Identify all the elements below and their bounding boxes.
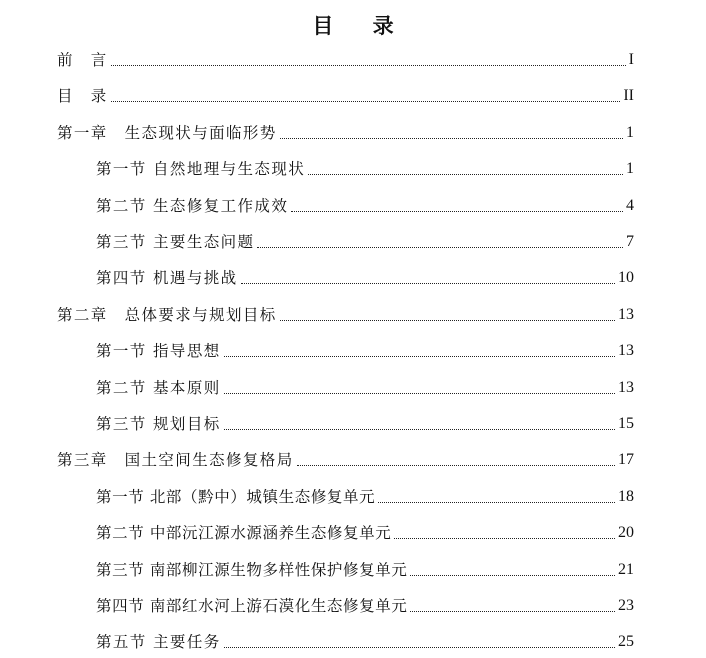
dot-leader (297, 464, 615, 466)
dot-leader (394, 537, 615, 539)
dot-leader (224, 646, 615, 648)
dot-leader (224, 428, 615, 430)
toc-entry[interactable] (0, 521, 706, 545)
toc-entry-page: 25 (618, 633, 634, 651)
dot-leader (280, 319, 615, 321)
toc-entry-page: 21 (618, 560, 634, 578)
toc-entry-page: I (628, 51, 634, 68)
dot-leader (257, 246, 623, 248)
toc-entry-page: 13 (618, 378, 634, 396)
toc-entry-label: 第二节 中部沅江源水源涵养生态修复单元 (96, 524, 392, 543)
toc-entry[interactable] (0, 230, 706, 254)
toc-entry-label: 目 录 (57, 87, 108, 106)
toc-entry-label: 第四节 南部红水河上游石漠化生态修复单元 (96, 597, 408, 615)
toc-entry-page: 20 (618, 524, 634, 542)
toc-entry[interactable] (0, 594, 706, 618)
toc-entry-page: 13 (618, 305, 634, 323)
dot-leader (410, 574, 615, 576)
toc-entry[interactable] (0, 630, 706, 654)
toc-entry[interactable] (0, 121, 706, 145)
toc-entry[interactable] (0, 84, 706, 108)
toc-entry[interactable] (0, 194, 706, 218)
toc-entry-page: 17 (618, 451, 634, 469)
toc-entry-label: 第四节 机遇与挑战 (96, 269, 238, 288)
toc-entry-page: 7 (626, 233, 634, 250)
dot-leader (378, 501, 615, 503)
toc-entry-label: 第二节 生态修复工作成效 (96, 196, 289, 215)
toc-title: 目 录 (312, 14, 410, 38)
dot-leader (280, 137, 623, 139)
toc-entry-label: 前 言 (57, 51, 108, 69)
dot-leader (241, 282, 615, 284)
toc-entry-page: 13 (618, 342, 634, 360)
dot-leader (111, 64, 626, 66)
toc-entry-label: 第一节 北部（黔中）城镇生态修复单元 (96, 487, 376, 506)
toc-entry[interactable] (0, 303, 706, 327)
dot-leader (410, 610, 615, 612)
toc-entry-label: 第一节 自然地理与生态现状 (96, 160, 306, 179)
dot-leader (224, 355, 615, 357)
toc-entry-label: 第三节 规划目标 (96, 415, 221, 433)
toc-entry-page: 23 (618, 597, 634, 614)
toc-entry[interactable] (0, 339, 706, 363)
toc-entry[interactable] (0, 48, 706, 72)
toc-entry[interactable] (0, 376, 706, 400)
toc-entry[interactable] (0, 485, 706, 509)
toc-entry[interactable] (0, 412, 706, 436)
toc-entry[interactable] (0, 157, 706, 181)
toc-entry[interactable] (0, 558, 706, 582)
dot-leader (224, 392, 615, 394)
toc-entry-label: 第一章 生态现状与面临形势 (57, 123, 277, 142)
toc-entry-page: 18 (618, 487, 634, 505)
toc-entry-label: 第一节 指导思想 (96, 342, 221, 361)
toc-entry-label: 第二节 基本原则 (96, 378, 221, 397)
toc-entry-label: 第三节 南部柳江源生物多样性保护修复单元 (96, 560, 408, 579)
toc-entry-label: 第二章 总体要求与规划目标 (57, 305, 277, 324)
toc-entry-page: 1 (626, 123, 634, 141)
toc-entry[interactable] (0, 266, 706, 290)
toc-entry-page: 15 (618, 415, 634, 432)
toc-entry-label: 第三章 国土空间生态修复格局 (57, 451, 294, 470)
dot-leader (291, 210, 623, 212)
dot-leader (111, 100, 621, 102)
toc-entry-label: 第五节 主要任务 (96, 633, 221, 652)
toc-entry[interactable] (0, 448, 706, 472)
toc-entry-page: 1 (626, 160, 634, 178)
toc-entry-label: 第三节 主要生态问题 (96, 233, 255, 251)
toc-entry-page: II (623, 87, 634, 105)
toc-entry-page: 4 (626, 196, 634, 214)
toc-entry-page: 10 (618, 269, 634, 287)
dot-leader (308, 173, 623, 175)
